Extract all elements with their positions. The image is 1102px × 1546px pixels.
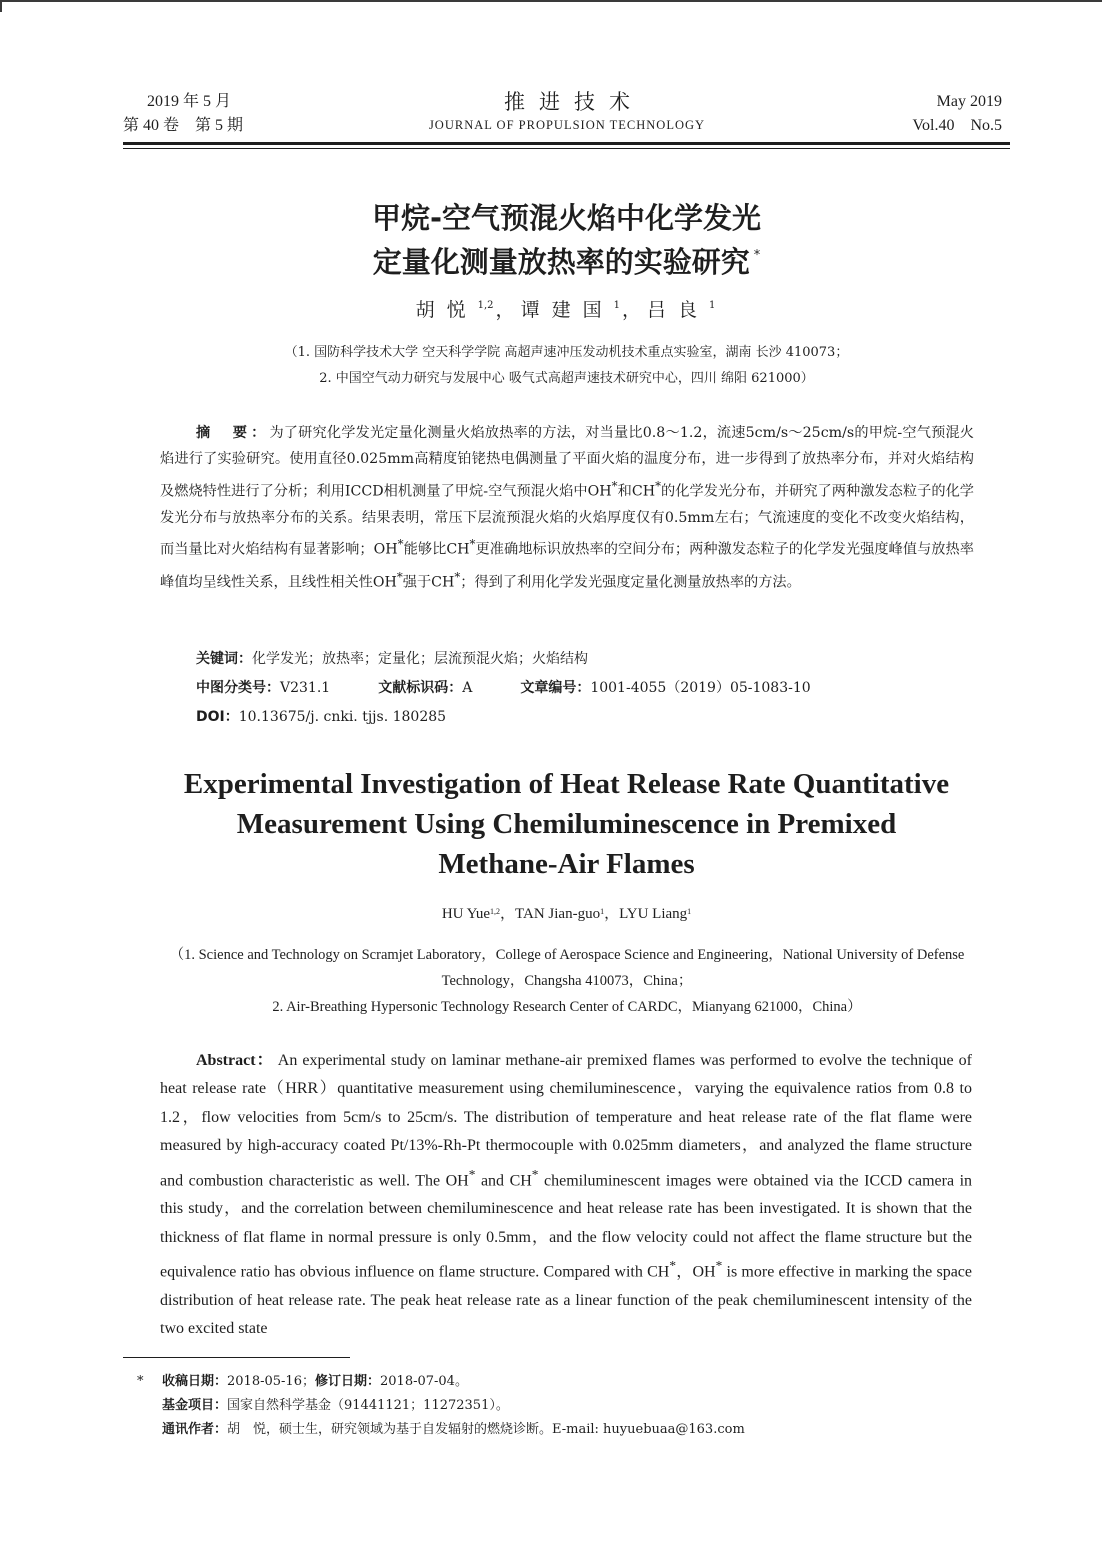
keywords-label: 关键词：: [196, 651, 252, 667]
cn-paper-title: [123, 196, 1010, 284]
keywords-value: 化学发光；放热率；定量化；层流预混火焰；火焰结构: [252, 651, 588, 667]
cn-title-line2: [123, 240, 1010, 284]
page-left-border-mark: [0, 0, 2, 12]
cn-abstract-text: 强于CH: [402, 574, 455, 591]
cn-affiliations: [123, 340, 1010, 392]
revised-value: 2018-07-04。: [380, 1374, 468, 1389]
en-title-line1: Experimental Investigation of Heat Release Rate Quantitative: [183, 768, 950, 800]
cn-author-name: 吕良: [647, 299, 710, 321]
cn-abstract: [160, 420, 974, 596]
excited-state-marker: *: [454, 569, 461, 584]
footnote-rule: [123, 1357, 350, 1358]
cn-title-line1: 甲烷-空气预混火焰中化学发光: [371, 201, 762, 235]
footnotes: [137, 1370, 745, 1442]
corresponding-author-label: 通讯作者：: [162, 1422, 228, 1437]
en-abstract-text: is more effective in marking the space distribution of heat release rate. The peak heat release rate as a linear function of the peak chemiluminescent intensity of the two excited state: [160, 1263, 972, 1338]
en-affiliation-2: 2. Air-Breathing Hypersonic Technology Research Center of CARDC，Mianyang 621000，China）: [272, 999, 862, 1015]
article-number-label: 文章编号：: [520, 680, 591, 696]
fund-label: 基金项目：: [162, 1398, 228, 1413]
cn-author-affil-sup: 1: [613, 300, 620, 311]
journal-name-en: JOURNAL OF PROPULSION TECHNOLOGY: [428, 118, 706, 132]
clc-value: V231.1: [280, 680, 331, 696]
en-author-affil-sup: 1: [600, 907, 605, 916]
doc-code-label: 文献标识码：: [378, 680, 463, 696]
header-rule-thin: [123, 148, 1010, 149]
en-author-name: TAN Jian-guo: [515, 906, 601, 922]
page-top-border: [0, 0, 1102, 2]
classification-line: [196, 675, 811, 701]
cn-abstract-text: 更准确地标识放热率的空间分布；两种激发态粒子的化学发光强度峰值与放热率峰值均呈线性关系，且线性相关性OH: [160, 542, 974, 591]
excited-state-marker: *: [396, 569, 403, 584]
cn-abstract-text: 的化学发光分布，并研究了两种激发态粒子的化学发光分布与放热率分布的关系。结果表明，常压下层流预混火焰的火焰厚度仅有0.5mm左右；气流速度的变化不改变火焰结构，而当量比对火焰结构有显著影响；OH: [160, 483, 974, 559]
en-author-affil-sup: 1: [687, 907, 692, 916]
cn-author-affil-sup: 1,2: [477, 300, 494, 311]
excited-state-marker: *: [611, 478, 618, 493]
issue-volume-cn: 第 40 卷 第 5 期: [123, 117, 244, 134]
en-author-name: HU Yue: [441, 906, 491, 922]
cn-author-affil-sup: 1: [709, 300, 716, 311]
excited-state-marker: *: [715, 1258, 723, 1274]
cn-affiliation-2: 2. 中国空气动力研究与发展中心 吸气式高超声速技术研究中心，四川 绵阳 621000）: [319, 371, 814, 386]
issue-date-cn: [123, 90, 243, 138]
journal-name: [360, 88, 774, 134]
cn-abstract-label: 摘 要：: [196, 425, 270, 441]
cn-abstract-text: 为了研究化学发光定量化测量火焰放热率的方法，对当量比0.8～1.2，流速5cm/s～25cm/s的甲烷-空气预混火焰进行了实验研究。使用直径0.025mm高精度铂铑热电偶测量了平面火焰的温度分布，进一步得到了放热率分布，并对火焰结构及燃烧特性进行了分析；利用ICCD相机测量了甲烷-空气预混火焰中OH: [160, 425, 974, 500]
en-abstract-text: ，OH: [676, 1263, 716, 1281]
issue-volume-en: Vol.40 No.5: [912, 117, 1002, 134]
journal-name-cn: 推进技术: [504, 90, 644, 114]
excited-state-marker: *: [469, 537, 476, 552]
en-affiliation-1: （1. Science and Technology on Scramjet Laboratory，College of Aerospace Science and Engineering，National University of Defense Technology，Changsha 410073，China；: [169, 947, 965, 989]
cn-title-footnote-marker: *: [753, 248, 761, 263]
excited-state-marker: *: [531, 1166, 539, 1182]
cn-keywords: [196, 646, 588, 672]
doi-value: 10.13675/j. cnki. tjjs. 180285: [238, 709, 447, 725]
issue-date-en-line1: May 2019: [936, 93, 1002, 110]
en-title-line2: Measurement Using Chemiluminescence in Premixed: [236, 808, 897, 840]
excited-state-marker: *: [655, 478, 662, 493]
clc-label: 中图分类号：: [196, 680, 280, 696]
article-number-value: 1001-4055（2019）05-1083-10: [590, 680, 811, 696]
cn-author-list: [123, 295, 1010, 325]
en-affiliations: [150, 942, 984, 1020]
cn-abstract-text: 和CH: [617, 483, 656, 500]
doi-line: [196, 704, 446, 730]
cn-author-separator: ，: [621, 299, 641, 321]
doc-code-value: A: [462, 680, 473, 696]
cn-author-name: 谭建国: [520, 299, 614, 321]
cn-author-name: 胡悦: [415, 299, 478, 321]
footnote-corresponding-author: [137, 1418, 745, 1442]
en-abstract-text: An experimental study on laminar methane-air premixed flames was performed to evolve the technique of heat release rate（HRR）quantitative measurement using chemiluminescence，varying the equivalence ratios from 0.8 to 1.2，flow velocities from 5cm/s to 25cm/s. The distribution of temperature and heat release rate of the flat flame were measured by high-accuracy coated Pt/13%-Rh-Pt thermocouple with 0.025mm diameters，and analyzed the flame structure and combustion characteristic as well. The OH: [160, 1052, 972, 1189]
excited-state-marker: *: [468, 1166, 476, 1182]
en-author-name: LYU Liang: [619, 906, 688, 922]
excited-state-marker: *: [669, 1258, 677, 1274]
en-author-separator: ，: [500, 906, 516, 922]
cn-abstract-text: ；得到了利用化学发光强度定量化测量放热率的方法。: [460, 574, 801, 591]
en-paper-title: [123, 764, 1010, 884]
footnote-received: [137, 1370, 745, 1394]
cn-abstract-text: 能够比CH: [403, 542, 470, 559]
en-abstract: [160, 1047, 972, 1344]
en-title-line3: Methane-Air Flames: [438, 848, 695, 880]
doi-label: DOI：: [196, 709, 239, 725]
header-rule-thick: [123, 142, 1010, 145]
en-author-list: [123, 902, 1010, 926]
revised-label: 修订日期：: [314, 1374, 380, 1389]
en-abstract-label: Abstract：: [196, 1052, 274, 1069]
en-author-affil-sup: 1,2: [490, 907, 501, 916]
cn-author-separator: ，: [495, 299, 515, 321]
fund-value: 国家自然科学基金（91441121；11272351）。: [227, 1398, 509, 1413]
cn-affiliation-1: （1. 国防科学技术大学 空天科学学院 高超声速冲压发动机技术重点实验室，湖南 长沙 410073；: [284, 345, 849, 360]
issue-date-cn-line1: 2019 年 5 月: [147, 93, 232, 110]
issue-date-en: [913, 90, 1003, 138]
excited-state-marker: *: [397, 537, 404, 552]
en-abstract-text: chemiluminescent images were obtained via the ICCD camera in this study，and the correlation between chemiluminescence and heat release rate has been investigated. It is shown that the thickness of flat flame in normal pressure is only 0.5mm，and the flow velocity could not affect the flame structure but the equivalence ratio has obvious influence on flame structure. Compared with CH: [160, 1171, 973, 1281]
cn-title-line2-text: 定量化测量放热率的实验研究: [372, 245, 750, 279]
received-label: 收稿日期：: [162, 1374, 228, 1389]
footnote-marker: *: [137, 1374, 144, 1389]
corresponding-author-value: 胡 悦，硕士生，研究领域为基于自发辐射的燃烧诊断。E-mail: huyuebuaa@163.com: [227, 1422, 745, 1437]
footnote-fund: [137, 1394, 745, 1418]
received-value: 2018-05-16；: [227, 1374, 315, 1389]
en-abstract-text: and CH: [475, 1171, 532, 1189]
en-author-separator: ，: [604, 906, 620, 922]
